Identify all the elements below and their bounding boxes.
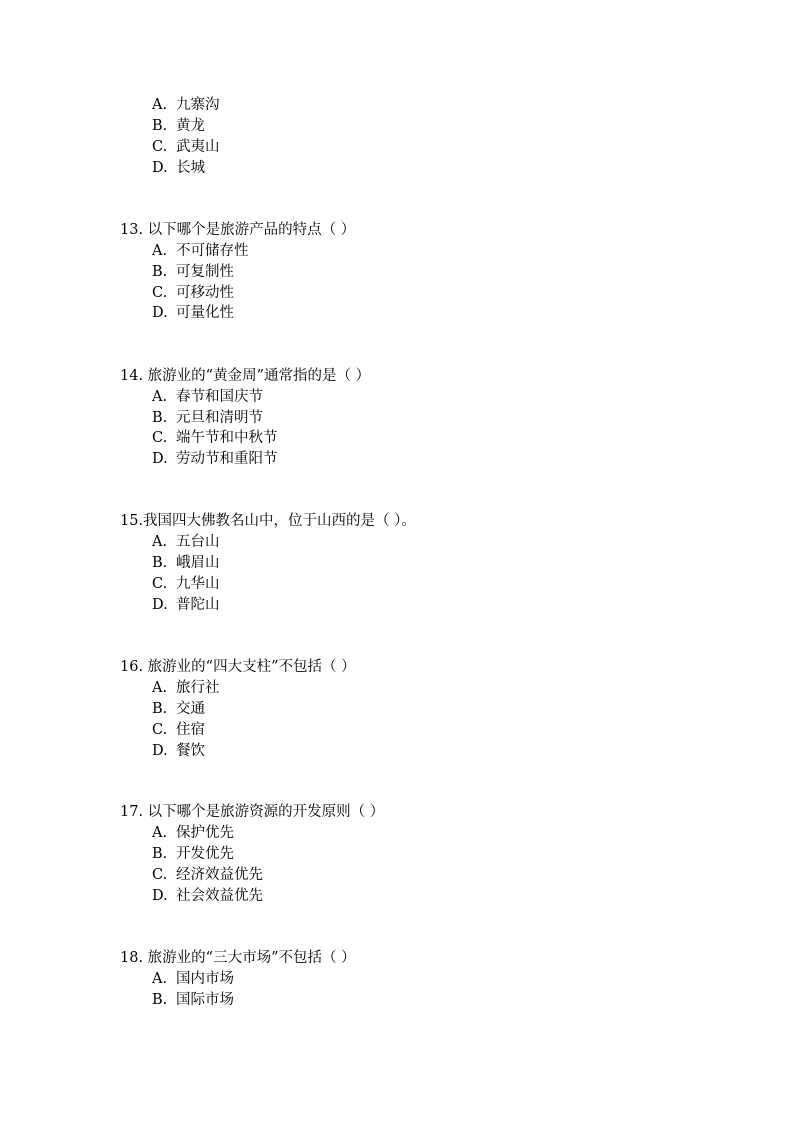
option-letter: A. xyxy=(152,825,168,841)
option-text: 社会效益优先 xyxy=(176,888,263,904)
option-text: 春节和国庆节 xyxy=(176,389,263,405)
option-text: 端午节和中秋节 xyxy=(176,430,278,446)
option-letter: C. xyxy=(152,867,168,883)
option-a xyxy=(152,969,234,989)
option-text: 五台山 xyxy=(176,534,220,550)
option-letter: B. xyxy=(152,264,168,280)
option-text: 武夷山 xyxy=(176,139,220,155)
option-letter: C. xyxy=(152,430,168,446)
question-17: 17. 以下哪个是旅游资源的开发原则（ ） xyxy=(120,804,385,820)
option-text: 九寨沟 xyxy=(176,97,220,113)
option-text: 交通 xyxy=(176,701,205,717)
question-15: 15.我国四大佛教名山中，位于山西的是（ ）。 xyxy=(120,513,416,529)
option-d xyxy=(152,449,278,469)
option-letter: B. xyxy=(152,410,168,426)
option-text: 普陀山 xyxy=(176,597,220,613)
option-letter: D. xyxy=(152,888,168,904)
option-d xyxy=(152,303,234,323)
option-letter: D. xyxy=(152,743,168,759)
option-d xyxy=(152,158,205,178)
option-text: 可移动性 xyxy=(176,285,234,301)
option-d xyxy=(152,886,263,906)
option-c xyxy=(152,283,234,303)
option-letter: B. xyxy=(152,701,168,717)
option-letter: C. xyxy=(152,576,168,592)
option-letter: B. xyxy=(152,992,168,1008)
option-text: 国内市场 xyxy=(176,971,234,987)
option-letter: A. xyxy=(152,680,168,696)
option-a xyxy=(152,678,220,698)
option-letter: D. xyxy=(152,451,168,467)
option-c xyxy=(152,137,220,157)
option-d xyxy=(152,595,220,615)
option-letter: C. xyxy=(152,285,168,301)
option-b xyxy=(152,844,234,864)
option-text: 旅行社 xyxy=(176,680,220,696)
option-text: 不可储存性 xyxy=(176,243,249,259)
option-text: 黄龙 xyxy=(176,118,205,134)
option-letter: D. xyxy=(152,305,168,321)
option-b xyxy=(152,262,234,282)
option-d xyxy=(152,741,205,761)
option-a xyxy=(152,823,234,843)
option-text: 国际市场 xyxy=(176,992,234,1008)
option-letter: A. xyxy=(152,534,168,550)
question-16: 16. 旅游业的“四大支柱”不包括（ ） xyxy=(120,659,356,675)
option-letter: A. xyxy=(152,97,168,113)
option-b xyxy=(152,408,263,428)
option-b xyxy=(152,699,205,719)
option-letter: B. xyxy=(152,118,168,134)
option-b xyxy=(152,116,205,136)
option-text: 元旦和清明节 xyxy=(176,410,263,426)
question-14: 14. 旅游业的“黄金周”通常指的是（ ） xyxy=(120,368,371,384)
option-c xyxy=(152,720,205,740)
option-text: 开发优先 xyxy=(176,846,234,862)
option-a xyxy=(152,241,249,261)
option-text: 可量化性 xyxy=(176,305,234,321)
option-text: 经济效益优先 xyxy=(176,867,263,883)
option-b xyxy=(152,553,220,573)
option-text: 九华山 xyxy=(176,576,220,592)
option-text: 可复制性 xyxy=(176,264,234,280)
option-letter: C. xyxy=(152,139,168,155)
option-letter: C. xyxy=(152,722,168,738)
option-a xyxy=(152,532,220,552)
option-letter: B. xyxy=(152,846,168,862)
option-letter: A. xyxy=(152,243,168,259)
option-text: 长城 xyxy=(176,160,205,176)
option-letter: A. xyxy=(152,971,168,987)
option-text: 餐饮 xyxy=(176,743,205,759)
option-a xyxy=(152,387,263,407)
option-letter: A. xyxy=(152,389,168,405)
option-text: 住宿 xyxy=(176,722,205,738)
option-c xyxy=(152,865,263,885)
question-13: 13. 以下哪个是旅游产品的特点（ ） xyxy=(120,222,356,238)
option-c xyxy=(152,574,220,594)
option-letter: B. xyxy=(152,555,168,571)
option-letter: D. xyxy=(152,597,168,613)
option-text: 劳动节和重阳节 xyxy=(176,451,278,467)
option-c xyxy=(152,428,278,448)
option-a xyxy=(152,95,220,115)
option-text: 保护优先 xyxy=(176,825,234,841)
option-letter: D. xyxy=(152,160,168,176)
question-18: 18. 旅游业的“三大市场”不包括（ ） xyxy=(120,950,356,966)
option-text: 峨眉山 xyxy=(176,555,220,571)
option-b xyxy=(152,990,234,1010)
